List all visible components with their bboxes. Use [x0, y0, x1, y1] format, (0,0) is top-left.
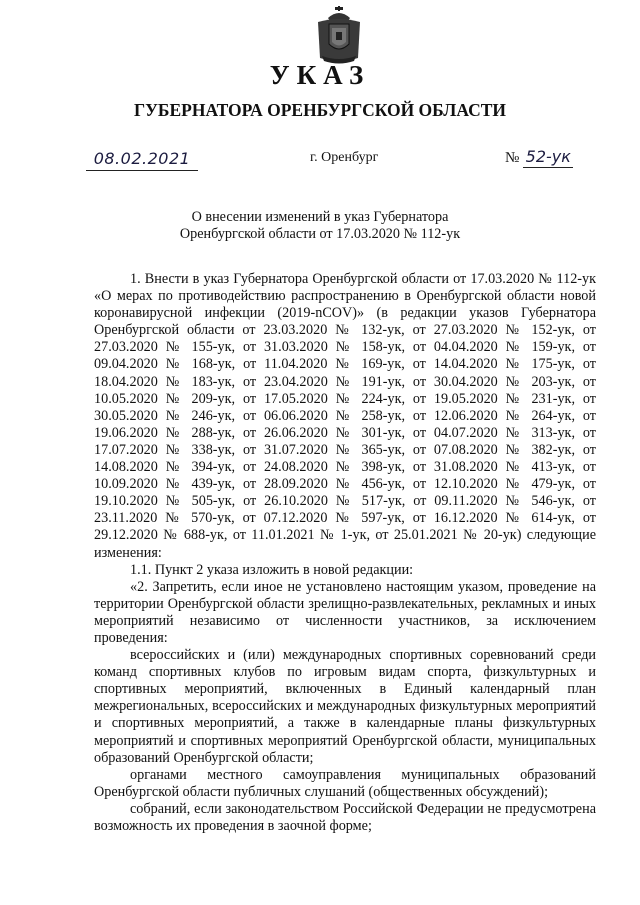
paragraph: всероссийских и (или) международных спортивных соревнований среди команд спортивных клубов по игровым видам спорта, физкультурных и спортивных мероприятий, включенных в Единый календарный план межрегиональных, всероссийских и международных физкультурных мероприятий и спортивных мероприятий, а также в календарные планы физкультурных мероприятий и спортивных мероприятий Оренбургской области, муниципальных образований Оренбургской области;: [94, 647, 596, 766]
document-city: г. Оренбург: [310, 150, 379, 165]
document-type: УКАЗ: [269, 60, 371, 90]
title-line: О внесении изменений в указ Губернатора: [191, 209, 449, 225]
paragraph: 1.1. Пункт 2 указа изложить в новой редакции:: [130, 561, 414, 578]
document-number: [505, 147, 581, 168]
coat-of-arms-icon: [314, 6, 364, 64]
document-body: [94, 271, 596, 835]
issuer: ГУБЕРНАТОРА ОРЕНБУРГСКОЙ ОБЛАСТИ: [133, 100, 507, 120]
paragraph: 1. Внести в указ Губернатора Оренбургской области от 17.03.2020 № 112-ук «О мерах по противодействию распространению в Оренбургской области новой коронавирусной инфекции (2019-nCOV)» (в редакции указов Губернатора Оренбургской области от 23.03.2020 № 132-ук, от 27.03.2020 № 152-ук, от 27.03.2020 № 155-ук, от 31.03.2020 № 158-ук, от 04.04.2020 № 159-ук, от 09.04.2020 № 168-ук, от 11.04.2020 № 169-ук, от 14.04.2020 № 175-ук, от 18.04.2020 № 183-ук, от 23.04.2020 № 191-ук, от 30.04.2020 № 203-ук, от 10.05.2020 № 209-ук, от 17.05.2020 № 224-ук, от 19.05.2020 № 231-ук, от 30.05.2020 № 246-ук, от 06.06.2020 № 258-ук, от 12.06.2020 № 264-ук, от 19.06.2020 № 288-ук, от 26.06.2020 № 301-ук, от 04.07.2020 № 313-ук, от 17.07.2020 № 338-ук, от 31.07.2020 № 365-ук, от 07.08.2020 № 382-ук, от 14.08.2020 № 394-ук, от 24.08.2020 № 398-ук, от 31.08.2020 № 413-ук, от 10.09.2020 № 439-ук, от 28.09.2020 № 456-ук, от 12.10.2020 № 479-ук, от 19.10.2020 № 505-ук, от 26.10.2020 № 517-ук, от 09.11.2020 № 546-ук, от 23.11.2020 № 570-ук, от 07.12.2020 № 597-ук, от 16.12.2020 № 614-ук, от 29.12.2020 № 688-ук, от 11.01.2021 № 1-ук, от 25.01.2021 № 20-ук) следующие изменения:: [94, 271, 596, 561]
number-sign: №: [505, 150, 520, 166]
paragraph: органами местного самоуправления муниципальных образований Оренбургской области публичных слушаний (общественных обсуждений);: [94, 766, 596, 800]
title-line: Оренбургской области от 17.03.2020 № 112-ук: [179, 226, 461, 242]
paragraph: «2. Запретить, если иное не установлено настоящим указом, проведение на территории Оренбургской области зрелищно-развлекательных, рекламных и иных мероприятий независимо от численности участников, за исключением проведения:: [94, 578, 596, 646]
document-title: [150, 209, 490, 243]
number-value: 52-ук: [523, 147, 573, 168]
document-date: 08.02.2021: [86, 148, 198, 171]
paragraph: собраний, если законодательством Российской Федерации не предусмотрена возможность их проведения в заочной форме;: [94, 800, 596, 834]
